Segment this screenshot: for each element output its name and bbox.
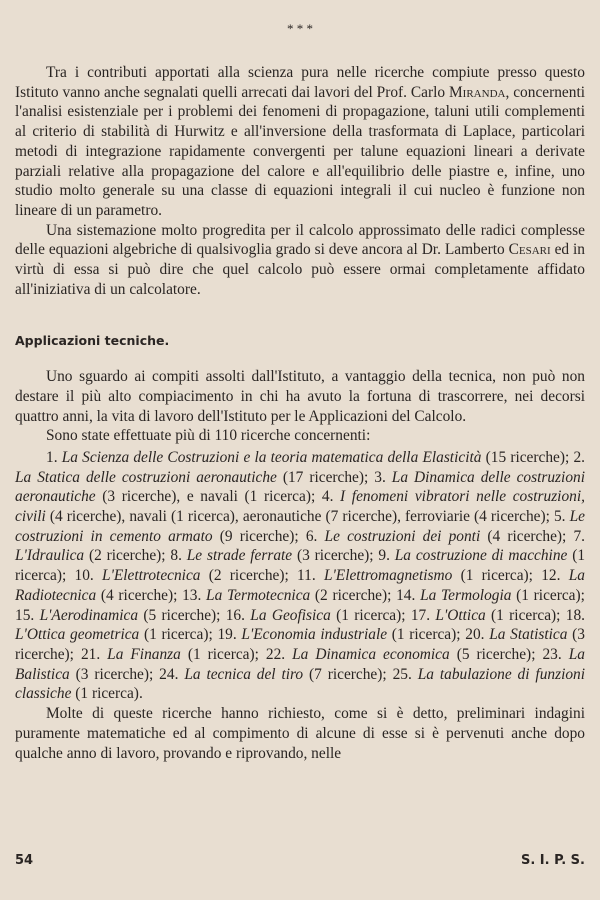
list-item-title: La costruzione di macchine xyxy=(394,547,568,565)
list-item: 16. La Geofisica (1 ricerca); xyxy=(225,606,411,624)
list-item-count: (1 ricerca) xyxy=(491,606,557,624)
list-item-title: La Geofisica xyxy=(250,606,331,624)
list-item-title: La Dinamica economica xyxy=(292,645,450,663)
list-item-title: L'Ottica xyxy=(435,606,486,624)
list-item-title: Le costruzioni in cemento armato xyxy=(15,508,585,545)
list-item: 20. La Statistica (3 ricerche); xyxy=(15,626,585,663)
list-item-title: L'Elettromagnetismo xyxy=(323,567,453,585)
list-item: 17. L'Ottica (1 ricerca); xyxy=(410,606,566,624)
list-item: 1. La Scienza delle Costruzioni e la teoria matematica della Elasticità (15 ricerche); xyxy=(46,448,574,466)
list-item-title: La Termologia xyxy=(420,586,512,604)
list-item-number: 23. xyxy=(542,645,562,663)
page-footer xyxy=(15,853,585,868)
paragraph-text: , concernenti l'analisi esistenziale per i problemi dei fenomeni di propagazione, taluni utili complementi al criterio di stabilità di Hurwitz e all'inversione della trasformata di Laplace, particolari metodi di integrazione rapidamente convergenti per talune equazioni lineari a derivate parziali relative alla propagazione del calore e all'equilibrio delle piastre e, infine, uno studio molto generale su una classe di equazioni integrali il cui nucleo è funzione non lineare di un parametro. xyxy=(15,83,586,219)
list-item: 15. L'Aerodinamica (5 ricerche); xyxy=(15,606,226,624)
list-item: 23. La Balistica (3 ricerche); xyxy=(15,645,585,683)
list-item: 24. La tecnica del tiro (7 ricerche); xyxy=(159,665,393,683)
list-item-number: 2. xyxy=(573,448,585,466)
list-item-count: (9 ricerche) xyxy=(219,527,295,545)
list-item-count: (3 ricerche) xyxy=(15,626,585,663)
list-item-title: La Statica delle costruzioni aeronautiche xyxy=(15,468,277,486)
list-item-number: 14. xyxy=(396,586,416,604)
list-item: 21. La Finanza (1 ricerca); xyxy=(80,645,266,663)
list-item-number: 24. xyxy=(159,665,179,683)
list-item-title: La Finanza xyxy=(107,645,181,663)
list-item-title: Le strade ferrate xyxy=(186,547,293,565)
paragraph-closing: Molte di queste ricerche hanno richiesto, come si è detto, preliminari indagini puramente matematiche ed al compimento di alcune di esse si è pervenuti anche dopo qualche anno di lavoro, provando e riprovando, nelle xyxy=(15,705,585,762)
list-item-number: 16. xyxy=(225,606,245,624)
publisher-mark: S. I. P. S. xyxy=(520,853,585,868)
list-item-number: 21. xyxy=(80,645,101,663)
research-list xyxy=(15,448,585,704)
author-name: Cesari xyxy=(508,241,551,259)
list-item-title: L'Elettrotecnica xyxy=(102,567,201,585)
list-item-number: 7. xyxy=(573,527,586,545)
list-item: 4. I fenomeni vibratori nelle costruzioni, civili (4 ricerche), navali (1 ricerca), aeronautiche (7 ricerche), ferroviarie (4 ricerche); xyxy=(15,488,585,526)
list-item-number: 13. xyxy=(182,586,202,604)
list-item: 5. Le costruzioni in cemento armato (9 ricerche); xyxy=(15,508,585,545)
list-item-count: (5 ricerche) xyxy=(143,606,217,624)
list-item-count: (3 ricerche), e navali (1 ricerca) xyxy=(102,488,311,506)
list-item-title: La Statistica xyxy=(489,626,568,644)
paragraph-cesari xyxy=(15,221,585,300)
page-number: 54 xyxy=(15,853,34,868)
list-item-count: (1 ricerca) xyxy=(143,626,209,644)
list-item-title: Le costruzioni dei ponti xyxy=(324,527,481,545)
body-text xyxy=(15,63,585,763)
list-item: 10. L'Elettrotecnica (2 ricerche); xyxy=(74,567,298,585)
list-item-count: (1 ricerca) xyxy=(460,567,529,585)
list-item-number: 9. xyxy=(378,547,390,565)
list-item-count: (4 ricerche) xyxy=(100,586,174,604)
author-name: Miranda xyxy=(449,83,506,101)
list-item-number: 8. xyxy=(170,547,182,565)
list-item-count: (1 ricerca) xyxy=(516,586,581,604)
list-item-number: 12. xyxy=(541,567,561,585)
paragraph-text: ed in virtù di essa si può dire che quel calcolo può essere ormai completamente affidato all'iniziativa di un calcolatore. xyxy=(15,241,585,298)
list-item-number: 5. xyxy=(553,508,566,526)
list-item-title: L'Idraulica xyxy=(15,547,85,565)
list-item-title: L'Economia industriale xyxy=(241,626,388,644)
list-item-title: La Balistica xyxy=(15,645,585,683)
list-item-number: 19. xyxy=(217,626,237,644)
list-item-title: La Termotecnica xyxy=(206,586,311,604)
list-item: 19. L'Economia industriale (1 ricerca); xyxy=(217,626,466,644)
list-item-title: La Dinamica delle costruzioni aeronautiche xyxy=(15,468,585,506)
section-ornament: * * * xyxy=(287,21,313,36)
list-item-count: (1 ricerca) xyxy=(187,645,255,663)
list-item-number: 4. xyxy=(321,488,334,506)
list-item: 9. La costruzione di macchine (1 ricerca); xyxy=(15,547,586,585)
list-item-title: L'Aerodinamica xyxy=(39,606,139,624)
list-item-title: La Scienza delle Costruzioni e la teoria matematica della Elasticità xyxy=(61,448,482,466)
list-item-number: 20. xyxy=(465,626,485,644)
list-item: 3. La Dinamica delle costruzioni aeronautiche (3 ricerche), e navali (1 ricerca); xyxy=(15,468,585,506)
list-item-count: (1 ricerca) xyxy=(15,547,586,585)
list-item: 11. L'Elettromagnetismo (1 ricerca); xyxy=(297,567,542,585)
list-item-title: La Radiotecnica xyxy=(15,567,585,604)
list-item: 8. Le strade ferrate (3 ricerche); xyxy=(170,547,379,565)
list-item: 12. La Radiotecnica (4 ricerche); xyxy=(15,567,585,604)
paragraph-miranda xyxy=(15,63,585,221)
list-item-number: 15. xyxy=(15,606,35,624)
list-item-count: (4 ricerche) xyxy=(487,527,563,545)
list-item-number: 18. xyxy=(565,606,585,624)
list-item-number: 25. xyxy=(392,665,412,683)
paragraph-text: Una sistemazione molto progredita per il calcolo approssimato delle radici complesse delle equazioni algebriche di qualsivoglia grado si deve ancora al Dr. Lamberto xyxy=(15,221,585,259)
list-item-count: (3 ricerche) xyxy=(75,665,149,683)
list-item-count: (2 ricerche) xyxy=(314,586,388,604)
list-item-count: (15 ricerche) xyxy=(485,448,565,466)
list-item: 25. La tabulazione di funzioni classiche (1 ricerca). xyxy=(15,665,586,703)
list-item-number: 17. xyxy=(410,606,431,624)
list-item-number: 22. xyxy=(265,645,286,663)
list-item-count: (1 ricerca) xyxy=(75,685,139,703)
list-item-count: (4 ricerche), navali (1 ricerca), aeronautiche (7 ricerche), ferroviarie (4 ricerche) xyxy=(49,508,546,526)
list-item-number: 6. xyxy=(305,527,318,545)
list-item-title: La tabulazione di funzioni classiche xyxy=(15,665,586,703)
list-item-number: 3. xyxy=(374,468,386,486)
list-item-count: (5 ricerche) xyxy=(456,645,532,663)
list-item: 7. L'Idraulica (2 ricerche); xyxy=(15,527,586,565)
list-item: 2. La Statica delle costruzioni aeronautiche (17 ricerche); xyxy=(15,448,585,486)
paragraph-intro: Uno sguardo ai compiti assolti dall'Istituto, a vantaggio della tecnica, non può non destare il più alto compiacimento in chi ha avuto la fortuna di trascorrere, nei decorsi quattro anni, la vita di lavoro dell'Istituto per le Applicazioni del Calcolo. xyxy=(15,368,585,425)
list-item-number: 11. xyxy=(297,567,316,585)
list-item-count: (2 ricerche) xyxy=(208,567,285,585)
list-item-title: L'Ottica geometrica xyxy=(15,626,140,644)
list-item-number: 10. xyxy=(74,567,94,585)
list-item: 13. La Termotecnica (2 ricerche); xyxy=(182,586,397,604)
list-item-count: (1 ricerca) xyxy=(391,626,457,644)
section-heading: Applicazioni tecniche. xyxy=(15,333,170,349)
list-item-title: La tecnica del tiro xyxy=(184,665,304,683)
list-item: 22. La Dinamica economica (5 ricerche); xyxy=(265,645,543,663)
list-item-count: (1 ricerca) xyxy=(336,606,402,624)
list-item-count: (2 ricerche) xyxy=(88,547,162,565)
list-item-number: 1. xyxy=(46,448,58,466)
list-item: 6. Le costruzioni dei ponti (4 ricerche); xyxy=(305,527,574,545)
list-item-title: I fenomeni vibratori nelle costruzioni, civili xyxy=(15,488,585,526)
paragraph-count: Sono state effettuate più di 110 ricerche concernenti: xyxy=(46,427,371,445)
list-item: 14. La Termologia (1 ricerca); xyxy=(396,586,585,604)
list-item: 18. L'Ottica geometrica (1 ricerca); xyxy=(15,606,585,644)
list-item-count: (3 ricerche) xyxy=(296,547,370,565)
list-item-count: (7 ricerche) xyxy=(309,665,383,683)
list-item-count: (17 ricerche) xyxy=(282,468,365,486)
paragraph-text: Tra i contributi apportati alla scienza pura nelle ricerche compiute presso questo Istituto vanno anche segnalati quelli arrecati dai lavori del Prof. Carlo xyxy=(15,64,585,101)
